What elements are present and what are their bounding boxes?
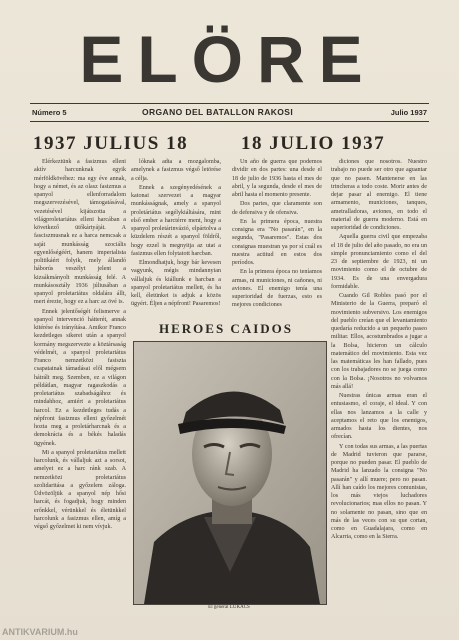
paragraph: Mi a spanyol proletariátus mellett harcolunk, és vállaljuk azt a sorsot, amelyet ez a harc ránk szab. A nemzetközi proletariátus szolidaritása a győzelem záloga. Üdvözöljük a spanyol nép hősi harcát, és fogadjuk, hogy minden erőnkkel, vérünkkel és életünkkel harcolunk a fasizmus ellen, amíg a végső győzelmet ki nem vívjuk. [34, 449, 126, 530]
organ-label: ORGANO DEL BATALLON RAKOSI [142, 107, 294, 117]
antikvarium-watermark: ANTIKVARIUM.hu [2, 627, 78, 637]
article-column-2 [131, 158, 221, 318]
paragraph: En la primera época, nuestra consigna era "No pasarán", en la segunda, "Pasaremos". Estas dos consignas muestran ya por sí cuál es nuestra actitud en estos dos períodos. [232, 218, 322, 266]
paragraph: diciones que nosotros. Nuestro trabajo no puede ser otro que aguantar que no pasen. Mantenerse en las trincheras a todo coste. Morir antes de dejar pasar al enemigo. El tiene armamento, municiones, tanques, ametralladoras, aviones, en todo el material de guerra moderno. Está en superioridad de condiciones. [331, 159, 427, 231]
paragraph: Nuestras únicas armas eran el entusiasmo, el coraje, el ideal. Y con ellas nos lanzamos a la calle y aceptamos el reto que los enemigos, armados hasta los dientes, nos ofrecían. [331, 393, 427, 441]
article-column-1 [34, 158, 126, 628]
paragraph: Aquella guerra civil que empezaba el 18 de julio del año pasado, no era un simple pronunciamiento como el del 23 de septiembre de 1923, ni un movimiento como el de octubre de 1934. Es de una envergadura formidable. [331, 234, 427, 290]
masthead-title: ELÖRE [79, 22, 377, 96]
paragraph: Un año de guerra que podemos dividir en dos partes: una desde el 18 de julio de 1936 hasta el mes de abril, y la segunda, desde el mes de abril hasta el momento presente. [232, 159, 322, 198]
paragraph: Ennek jelentőségét felismerve a spanyol intervenció hátterét, annak kitérése és irányítása. Amikor Franco kezdetleges sikerei után a spanyol kormány megszervezte a köztársaság védelmét, a spanyol proletariátus Franco nemzetközi fasiszta csapatainak támadásai elől mégsem hátrált meg. Szemben, ez a világon példátlan, magyar ragaszkodás a proletariátus szabadságához és mindahhoz, amiért a proletariátus harcol. Ez a kezdetleges tudás a népfront fasizmus elleni győzelmét hozta meg a proletárharcnak és a demokrácia és a békés haladás ügyének. [34, 308, 126, 447]
article-column-4 [331, 158, 427, 613]
article-column-3 [232, 158, 322, 318]
subheader [30, 104, 429, 120]
paragraph: Ennek a szegényedésének a katonai szervezet a magyar munkásságnak, amely a spanyol proletáriátus segélykiáltására, mint első ember a harctérre ment, hogy a spanyol proletárinvázió, elpártolva a küzdelem részét a spanyol földről, hogy ezzel is megnyitja az utat a fasizmus ellen folytatott harcban. [131, 184, 221, 257]
issue-date: Julio 1937 [390, 108, 427, 117]
masthead-rule-bottom [30, 121, 429, 122]
paragraph: Elérkeztünk a fasizmus elleni aktív harcunknak egyik mérföldkövéhez: ma egy éve annak, hogy a német, és az olasz fasizmus a spanyol ellenforradalom megszervezésével, támogatásával, vezetésével kijátszotta a világproletariátus elleni harcában a következő ütőkártyáját. A fasciszmusnak ez a harca nemcsak a saját munkásság szociális egyenlőségéért, hanem imperialista politikáért folyik, mely állandó háborús veszélyt jelent a kizsákmányolt munkásság felé. A munkásosztály 1936 júliusában a spanyol proletariátus oldalára állt, mert érezte, hogy ez a harc az övé is. [34, 159, 126, 306]
paragraph: En la primera época no teníamos armas, ni municiones, ni cañones, ni aviones. El enemigo tenía una superioridad de fuerzas, esto es mejores condiciones [232, 269, 322, 309]
masthead [78, 22, 378, 96]
issue-number: Número 5 [32, 108, 67, 117]
paragraph: Y con todas sus armas, a las puertas de Madrid tuvieron que pararse, porque no pueden pasar. El pueblo de Madrid ha lanzado la consigna "No pasarán" y allí muere; pero no pasan. Allí han caído los mejores comunistas, los más viejos luchadores revolucionarios; mas ellos no pasan. Y no solamente no pasan, sino que en más de las veces con su que cortan, como en Guadalajara, como en Alcarria, como en la Sierra. [331, 443, 427, 541]
paragraph: Elmondhatjuk, hogy bár kevesen vagyunk, mégis mindannyian vállaljuk és kiállunk e harcban a spanyol proletariátus mellett, és ha kell, életünket is adjuk a közös ügyért. Éljen a népfront! Pasaremos! [131, 260, 221, 308]
portrait-illustration [134, 342, 326, 604]
paragraph: Dos partes, que claramente son de defensiva y de ofensiva. [232, 201, 322, 216]
paragraph: Cuando Gil Robles pasó por el Ministerio de la Guerra, preparó el movimiento subversivo. Los enemigos del pueblo creían que el levantamiento quedaría reducido a un pequeño paseo militar. Ellos, acostumbrados a jugar a la Bolsa, hicieron un cálculo matemático del movimiento. Esta vez las matemáticas les han fallado, pues con los trabajadores no se juega como con la Bolsa. ¡Nosotros no volvamos más allá! [331, 293, 427, 390]
paragraph: lóknak adta a mozgalomba, amelynek a fasizmus végső letörése a célja. [131, 159, 221, 182]
general-portrait-photo [133, 341, 327, 605]
photo-caption: El general LUKACS [208, 605, 250, 610]
headline-hungarian: 1937 JULIUS 18 [33, 133, 189, 154]
headline-spanish: 18 JULIO 1937 [241, 133, 386, 154]
section-title: HEROES CAIDOS [159, 321, 293, 336]
